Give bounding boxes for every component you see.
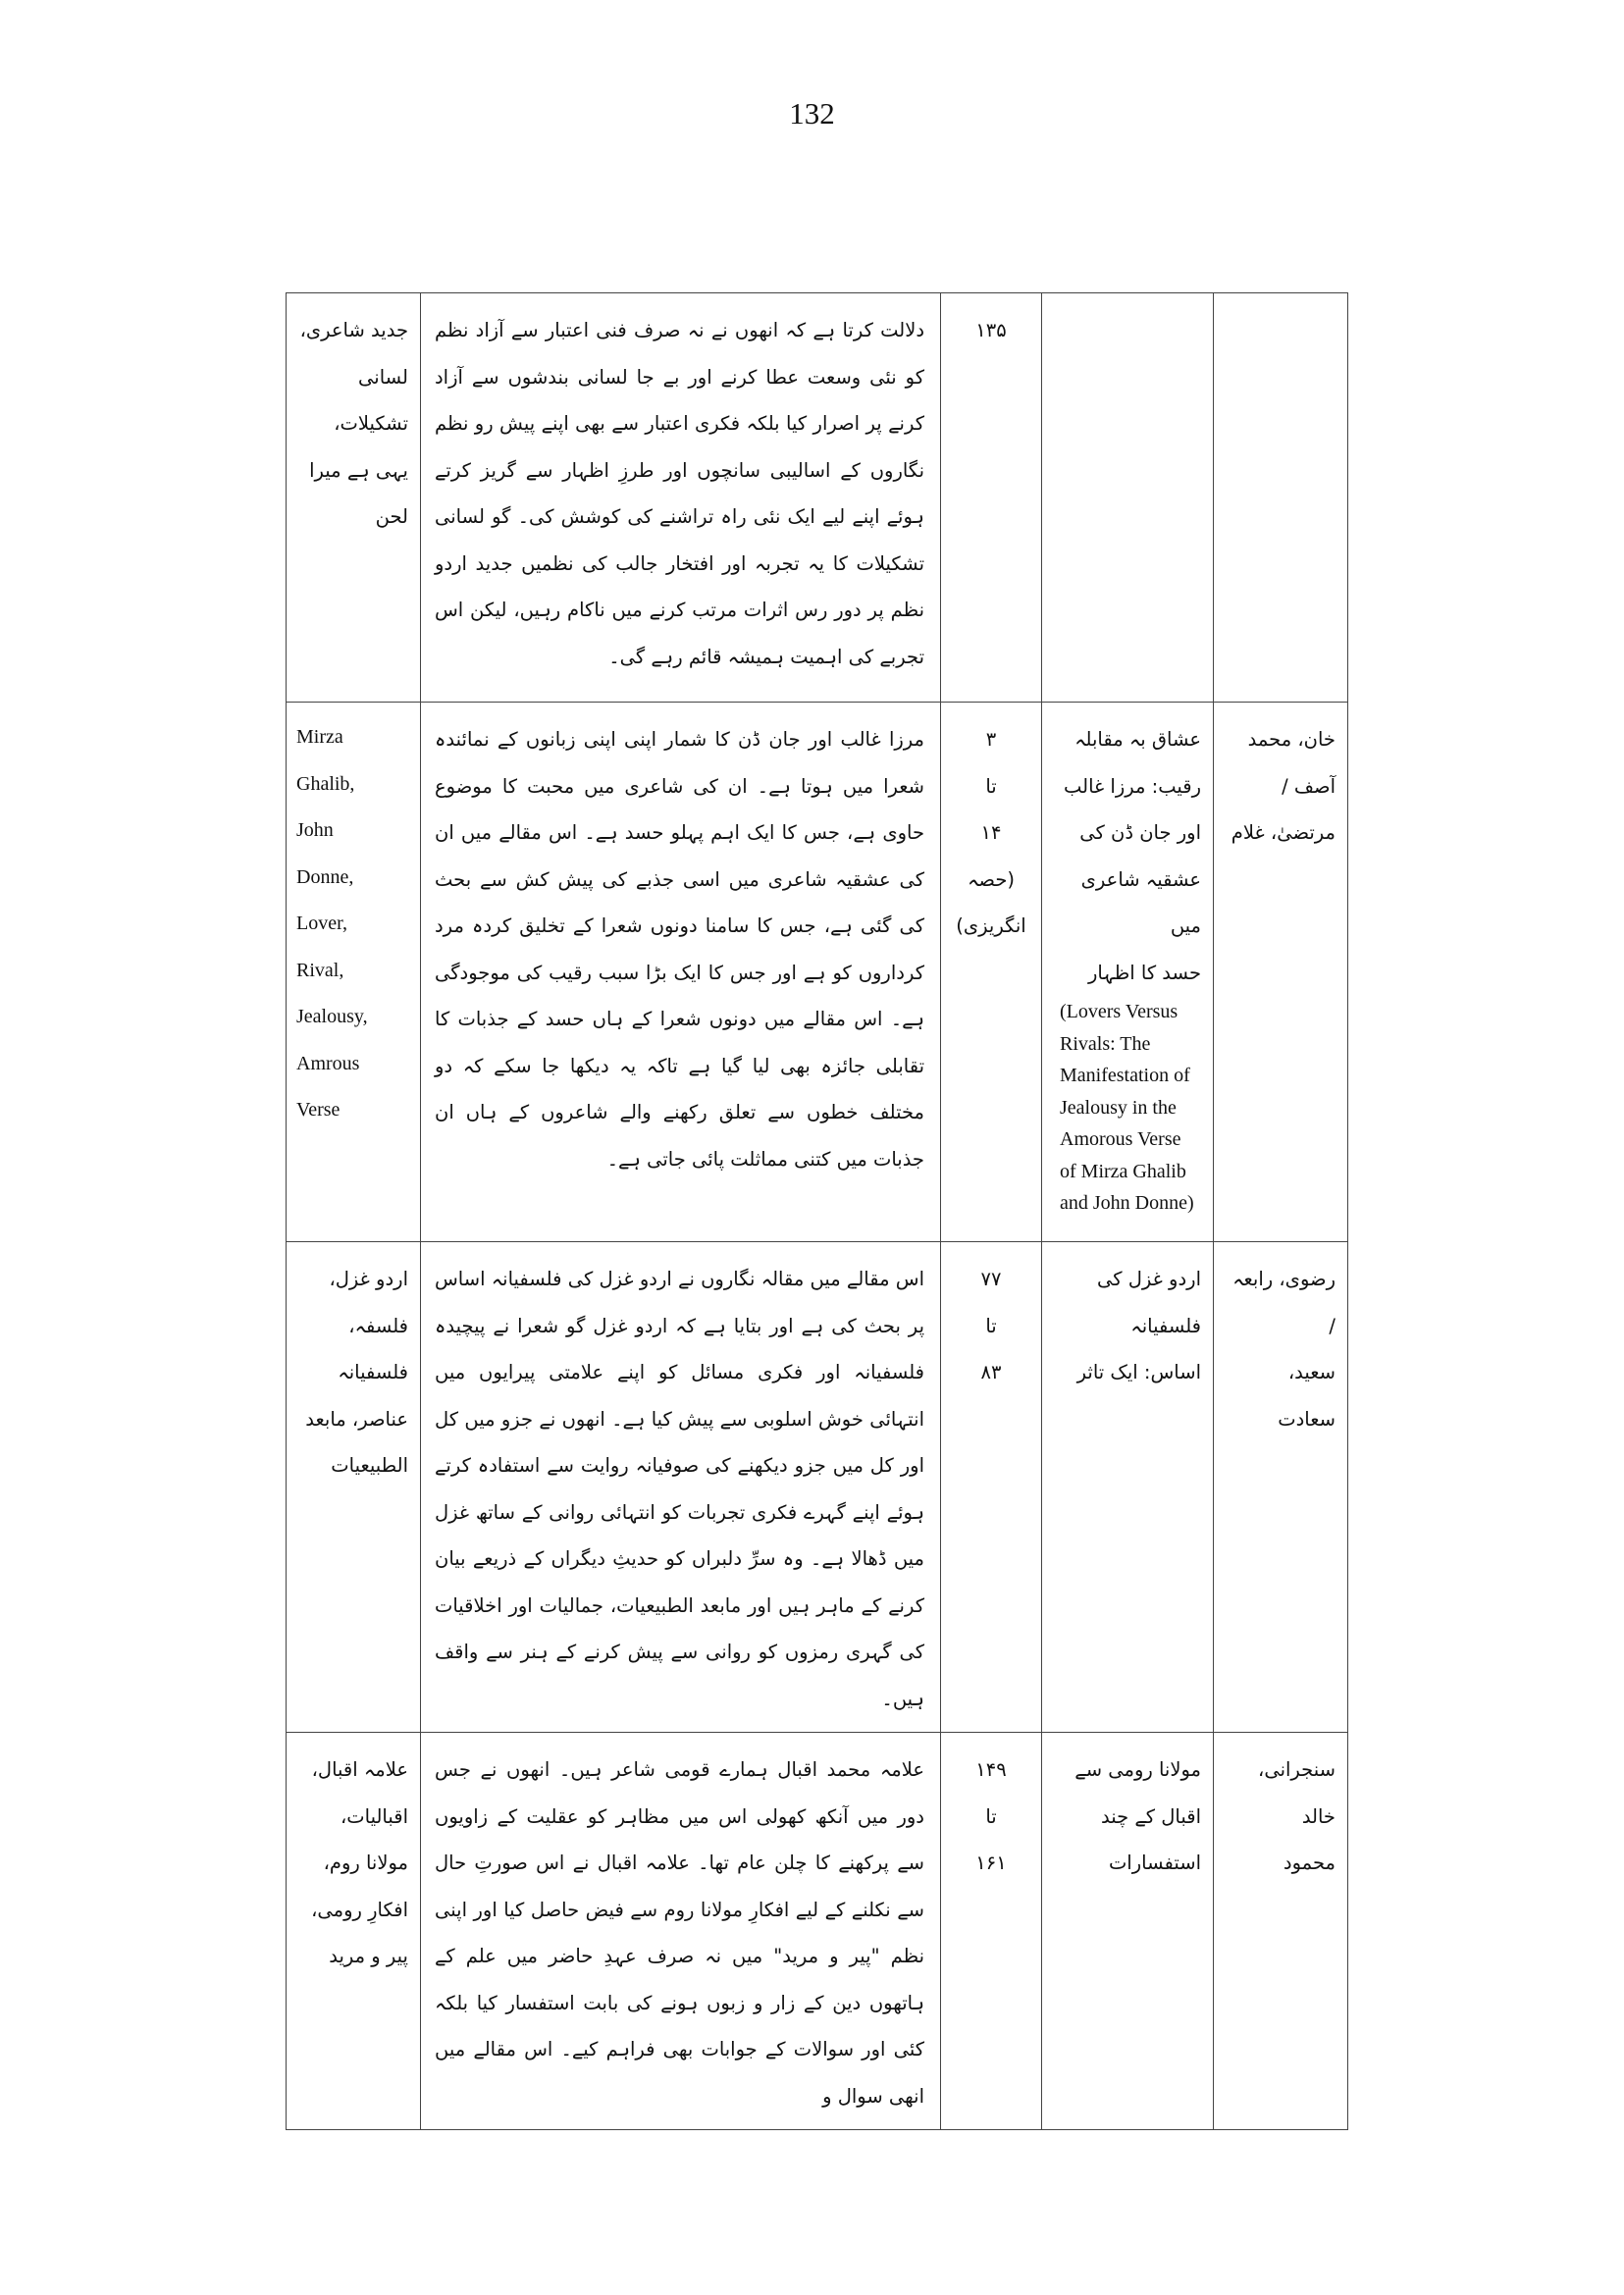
- keyword: Jealousy,: [296, 1006, 368, 1027]
- bibliography-table: [286, 292, 1348, 2130]
- pages-line: ۳: [985, 728, 997, 751]
- pages-line: ۱۶۱: [975, 1852, 1007, 1874]
- author-cell: [1214, 703, 1348, 1242]
- pages-line: تا: [985, 1314, 997, 1337]
- pages-line: ۸۳: [980, 1361, 1002, 1383]
- author-line: آصف /: [1282, 774, 1336, 798]
- pages-cell: [941, 703, 1042, 1242]
- title-english: (Lovers Versus Rivals: The Manifestation of Jealousy in the Amorous Verse of Mirza Ghalib and John Donne): [1060, 1001, 1194, 1214]
- author-line: رضوی، رابعہ /: [1232, 1268, 1336, 1337]
- abstract-text: دلالت کرتا ہے کہ انھوں نے نہ صرف فنی اعتبار سے آزاد نظم کو نئی وسعت عطا کرنے اور بے جا لسانی بندشوں سے آزاد کرنے پر اصرار کیا بلکہ فکری اعتبار سے بھی اپنے پیش رو نظم نگاروں کے اسالیبی سانچوں اور طرزِ اظہار سے گریز کرتے ہوئے اپنے لیے ایک نئی راہ تراشنے کی کوشش کی۔ گو لسانی تشکیلات کا یہ تجربہ اور افتخار جالب کی نظمیں جدید اردو نظم پر دور رس اثرات مرتب کرنے میں ناکام رہیں، لیکن اس تجربے کی اہمیت ہمیشہ قائم رہے گی۔: [435, 319, 924, 668]
- author-cell: [1214, 1242, 1348, 1733]
- keyword: Mirza: [296, 726, 343, 748]
- pages-line: (حصہ: [968, 867, 1015, 891]
- keyword: Amrous: [296, 1052, 360, 1074]
- title-line: رقیب: مرزا غالب: [1063, 774, 1201, 798]
- title-line: استفسارات: [1108, 1852, 1201, 1874]
- table-row: [287, 1242, 1348, 1733]
- author-line: سعید، سعادت: [1278, 1361, 1336, 1431]
- keyword: Rival,: [296, 959, 344, 981]
- table-row: [287, 293, 1348, 703]
- title-line: عشقیہ شاعری میں: [1080, 867, 1201, 937]
- abstract-cell: [421, 703, 941, 1242]
- abstract-cell: [421, 293, 941, 703]
- author-line: محمود: [1283, 1852, 1336, 1874]
- pages-cell: [941, 1242, 1042, 1733]
- keywords-text: علامہ اقبال، اقبالیات، مولانا روم، افکارِ رومی، پیر و مرید: [311, 1758, 408, 1967]
- title-line: عشاق بہ مقابلہ: [1074, 728, 1201, 751]
- pages-line: ۱۴۹: [975, 1758, 1007, 1781]
- pages-line: تا: [985, 774, 997, 798]
- keywords-cell: [287, 703, 421, 1242]
- title-line: اردو غزل کی فلسفیانہ: [1097, 1268, 1201, 1337]
- pages-line: ۱۴: [980, 821, 1002, 844]
- keywords-text: اردو غزل، فلسفہ، فلسفیانہ عناصر، مابعد الطبیعیات: [305, 1268, 408, 1477]
- author-line: سنجرانی، خالد: [1258, 1758, 1336, 1828]
- author-cell: [1214, 1733, 1348, 2130]
- table-row: [287, 703, 1348, 1242]
- title-line: اساس: ایک تاثر: [1076, 1361, 1201, 1383]
- pages-line: ۷۷: [980, 1268, 1002, 1290]
- pages-line: تا: [985, 1804, 997, 1828]
- keyword: Ghalib,: [296, 772, 355, 795]
- keyword: John: [296, 819, 334, 841]
- page-number: 132: [789, 96, 835, 130]
- keywords-cell: [287, 293, 421, 703]
- title-cell: [1042, 703, 1214, 1242]
- title-cell: [1042, 1242, 1214, 1733]
- abstract-text: علامہ محمد اقبال ہمارے قومی شاعر ہیں۔ انھوں نے جس دور میں آنکھ کھولی اس میں مظاہر کو عقلیت کے زاویوں سے پرکھنے کا چلن عام تھا۔ علامہ اقبال نے اس صورتِ حال سے نکلنے کے لیے افکارِ مولانا روم سے فیض حاصل کیا اور اپنی نظم "پیر و مرید" میں نہ صرف عہدِ حاضر میں علم کے ہاتھوں دین کے زار و زبوں ہونے کی بابت استفسار کیا بلکہ کئی اور سوالات کے جوابات بھی فراہم کیے۔ اس مقالے میں انھی سوال و: [435, 1758, 924, 2108]
- table-row: [287, 1733, 1348, 2130]
- keywords-cell: [287, 1242, 421, 1733]
- title-cell: [1042, 293, 1214, 703]
- keyword: Verse: [296, 1099, 341, 1121]
- author-cell: [1214, 293, 1348, 703]
- keywords-text: جدید شاعری، لسانی تشکیلات، یہی ہے میرا لحن: [299, 319, 408, 528]
- title-line: اور جان ڈن کی: [1079, 821, 1201, 844]
- pages-cell: [941, 293, 1042, 703]
- abstract-text: مرزا غالب اور جان ڈن کا شمار اپنی اپنی زبانوں کے نمائندہ شعرا میں ہوتا ہے۔ ان کی شاعری میں محبت کا موضوع حاوی ہے، جس کا ایک اہم پہلو حسد ہے۔ اس مقالے میں ان کی عشقیہ شاعری میں اسی جذبے کی پیش کش سے بحث کی گئی ہے، جس کا سامنا دونوں شعرا کے تخلیق کردہ مرد کرداروں کو ہے اور جس کا ایک بڑا سبب رقیب کی موجودگی ہے۔ اس مقالے میں دونوں شعرا کے ہاں حسد کے جذبات کا تقابلی جائزہ بھی لیا گیا ہے تاکہ یہ دیکھا جا سکے کہ دو مختلف خطوں سے تعلق رکھنے والے شاعروں کے ہاں ان جذبات میں کتنی مماثلت پائی جاتی ہے۔: [435, 728, 924, 1171]
- keyword: Donne,: [296, 865, 354, 888]
- title-line: مولانا رومی سے: [1074, 1758, 1201, 1781]
- title-cell: [1042, 1733, 1214, 2130]
- pages-cell: [941, 1733, 1042, 2130]
- abstract-cell: [421, 1242, 941, 1733]
- title-line: حسد کا اظہار: [1087, 961, 1201, 984]
- author-line: خان، محمد: [1247, 728, 1336, 751]
- abstract-text: اس مقالے میں مقالہ نگاروں نے اردو غزل کی فلسفیانہ اساس پر بحث کی ہے اور بتایا ہے کہ اردو غزل گو شعرا نے پیچیدہ فلسفیانہ اور فکری مسائل کو اپنے علامتی پیرایوں میں انتہائی خوش اسلوبی سے پیش کیا ہے۔ انھوں نے جزو میں کل اور کل میں جزو دیکھنے کی صوفیانہ روایت سے استفادہ کرتے ہوئے اپنے گہرے فکری تجربات کو انتہائی روانی کے ساتھ غزل میں ڈھالا ہے۔ وہ سرِّ دلبراں کو حدیثِ دیگراں کے ذریعے بیان کرنے کے ماہر ہیں اور مابعد الطبیعیات، جمالیات اور اخلاقیات کی گہری رمزوں کو روانی سے پیش کرنے کے ہنر سے واقف ہیں۔: [435, 1268, 924, 1710]
- keyword: Lover,: [296, 913, 347, 934]
- author-line: مرتضیٰ، غلام: [1231, 821, 1336, 844]
- pages-line: ۱۳۵: [975, 319, 1007, 341]
- abstract-cell: [421, 1733, 941, 2130]
- title-line: اقبال کے چند: [1100, 1804, 1201, 1828]
- keywords-cell: [287, 1733, 421, 2130]
- pages-line: انگریزی): [956, 914, 1026, 937]
